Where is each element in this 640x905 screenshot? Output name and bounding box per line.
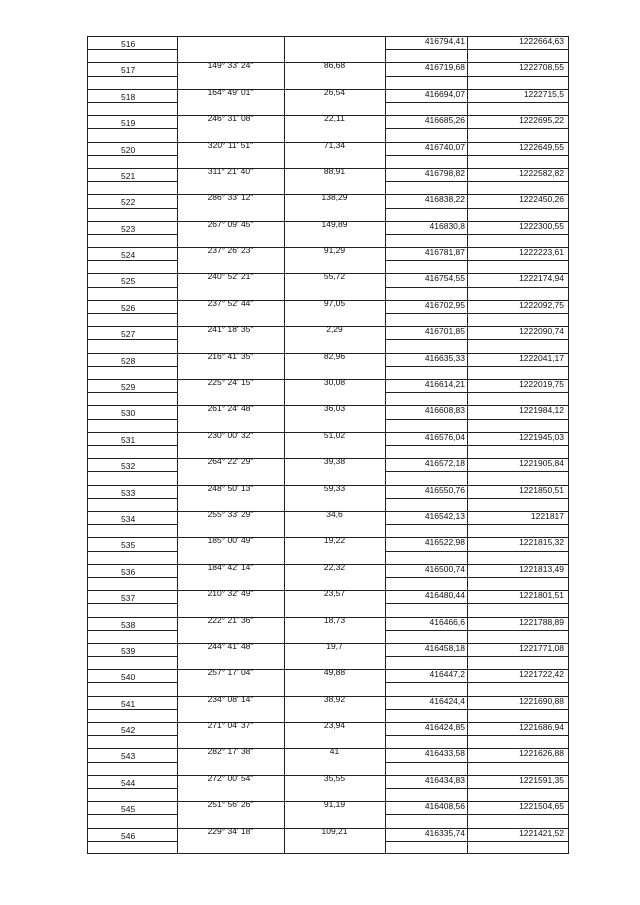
bearing-angle: 320° 11' 51" <box>207 140 254 150</box>
point-number: 538 <box>121 620 136 630</box>
coord-y: 1222019,75 <box>519 379 564 389</box>
coord-y: 1221771,08 <box>519 643 564 653</box>
coord-x: 416798,82 <box>424 168 465 178</box>
segment-length: 34,6 <box>326 509 343 519</box>
coord-y: 1221984,12 <box>519 405 564 415</box>
coord-y: 1222664,63 <box>519 36 564 46</box>
row-divider <box>87 76 177 77</box>
coord-y: 1221813,49 <box>519 564 564 574</box>
coord-x: 416335,74 <box>424 828 465 838</box>
segment-length: 39,38 <box>323 456 346 466</box>
coord-y: 1221690,88 <box>519 696 564 706</box>
row-divider <box>87 445 177 446</box>
point-number: 527 <box>121 329 136 339</box>
bearing-angle: 246° 31' 08" <box>207 113 254 123</box>
segment-length: 26,54 <box>323 87 346 97</box>
segment-length: 22,11 <box>324 113 345 123</box>
row-divider <box>385 788 569 789</box>
coord-x: 416614,21 <box>424 379 465 389</box>
row-divider <box>87 735 177 736</box>
row-divider <box>385 577 569 578</box>
segment-length: 88,91 <box>323 166 346 176</box>
row-divider <box>385 445 569 446</box>
row-divider <box>385 155 569 156</box>
coord-y: 1222174,94 <box>519 273 564 283</box>
point-number: 524 <box>121 250 136 260</box>
bearing-angle: 244° 41' 48" <box>207 641 254 651</box>
row-divider <box>385 709 569 710</box>
point-number: 545 <box>121 804 136 814</box>
bearing-angle: 149° 33' 24" <box>207 60 254 70</box>
coord-x: 416434,83 <box>424 775 465 785</box>
point-number: 543 <box>121 751 136 761</box>
row-divider <box>87 102 177 103</box>
row-divider <box>385 392 569 393</box>
row-divider <box>87 709 177 710</box>
segment-length: 138,29 <box>321 192 348 202</box>
row-divider <box>385 841 569 842</box>
coord-x: 416702,95 <box>424 300 465 310</box>
coord-x: 416424,4 <box>429 696 465 706</box>
row-divider <box>385 471 569 472</box>
row-divider <box>87 682 177 683</box>
row-divider <box>385 208 569 209</box>
row-divider <box>87 577 177 578</box>
coord-y: 1222582,82 <box>519 168 564 178</box>
row-divider <box>87 155 177 156</box>
row-divider <box>87 762 177 763</box>
coord-y: 1222223,61 <box>519 247 564 257</box>
coord-x: 416694,07 <box>424 89 465 99</box>
segment-length: 109,21 <box>321 826 348 836</box>
row-divider <box>385 313 569 314</box>
point-number: 517 <box>121 65 136 75</box>
point-number: 532 <box>121 461 136 471</box>
segment-length: 18,73 <box>323 615 346 625</box>
coord-x: 416572,18 <box>424 458 465 468</box>
row-divider <box>87 366 177 367</box>
bearing-angle: 264° 22' 29" <box>207 456 254 466</box>
row-divider <box>385 260 569 261</box>
point-number: 523 <box>121 224 136 234</box>
bearing-angle: 240° 52' 21" <box>207 271 254 281</box>
coord-x: 416480,44 <box>424 590 465 600</box>
row-divider <box>385 287 569 288</box>
bearing-angle: 229° 34' 18" <box>207 826 254 836</box>
coord-y: 1221591,35 <box>519 775 564 785</box>
point-number: 529 <box>121 382 136 392</box>
segment-length: 149,89 <box>321 219 348 229</box>
bearing-angle: 261° 24' 48" <box>207 403 254 413</box>
bearing-angle: 272° 00' 54" <box>207 773 254 783</box>
point-number: 522 <box>121 197 136 207</box>
coord-x: 416408,56 <box>424 801 465 811</box>
row-divider <box>385 128 569 129</box>
coord-y: 1221722,42 <box>519 669 564 679</box>
coord-x: 416794,41 <box>424 36 465 46</box>
segment-length: 91,29 <box>323 245 346 255</box>
coord-y: 1221815,32 <box>519 537 564 547</box>
row-divider <box>385 366 569 367</box>
row-divider <box>87 471 177 472</box>
bearing-angle: 248° 50' 13" <box>207 483 254 493</box>
row-divider <box>385 181 569 182</box>
row-divider <box>87 814 177 815</box>
row-divider <box>385 682 569 683</box>
segment-length: 23,57 <box>323 588 346 598</box>
bearing-angle: 282° 17' 38" <box>207 746 254 756</box>
bearing-angle: 237° 52' 44" <box>207 298 254 308</box>
coordinates-table <box>87 36 569 854</box>
row-divider <box>87 181 177 182</box>
point-number: 540 <box>121 672 136 682</box>
segment-length: 97,05 <box>323 298 346 308</box>
row-divider <box>385 339 569 340</box>
segment-length: 30,08 <box>323 377 346 387</box>
segment-length: 19,7 <box>326 641 343 651</box>
row-divider <box>87 788 177 789</box>
segment-length: 38,92 <box>323 694 346 704</box>
row-divider <box>385 49 569 50</box>
coord-y: 1221945,03 <box>519 432 564 442</box>
point-number: 518 <box>121 92 136 102</box>
bearing-angle: 267° 09' 45" <box>207 219 254 229</box>
coord-y: 1221626,88 <box>519 748 564 758</box>
point-number: 521 <box>121 171 136 181</box>
coord-x: 416635,33 <box>424 353 465 363</box>
row-divider <box>87 841 177 842</box>
row-divider <box>87 630 177 631</box>
bearing-angle: 311° 21' 40" <box>207 166 254 176</box>
bearing-angle: 222° 21' 36" <box>207 615 254 625</box>
bearing-angle: 210° 32' 49" <box>207 588 254 598</box>
coord-y: 1221801,51 <box>519 590 564 600</box>
segment-length: 23,94 <box>323 720 346 730</box>
row-divider <box>87 287 177 288</box>
row-divider <box>87 419 177 420</box>
coord-x: 416550,76 <box>424 485 465 495</box>
point-number: 519 <box>121 118 136 128</box>
segment-length: 86,68 <box>323 60 346 70</box>
row-divider <box>87 234 177 235</box>
row-divider <box>385 762 569 763</box>
coord-y: 1221421,52 <box>519 828 564 838</box>
point-number: 533 <box>121 488 136 498</box>
coord-x: 416740,07 <box>424 142 465 152</box>
row-divider <box>385 551 569 552</box>
bearing-angle: 164° 49' 01" <box>207 87 254 97</box>
coord-x: 416781,87 <box>424 247 465 257</box>
coord-y: 1222090,74 <box>519 326 564 336</box>
coord-x: 416701,85 <box>424 326 465 336</box>
point-number: 525 <box>121 276 136 286</box>
coord-x: 416608,83 <box>424 405 465 415</box>
bearing-angle: 184° 42' 14" <box>207 562 254 572</box>
segment-length: 55,72 <box>323 271 346 281</box>
point-number: 526 <box>121 303 136 313</box>
coord-y: 1222708,55 <box>519 62 564 72</box>
coord-y: 1221850,51 <box>519 485 564 495</box>
coord-y: 1222695,22 <box>519 115 564 125</box>
row-divider <box>87 656 177 657</box>
bearing-angle: 257° 17' 04" <box>207 667 254 677</box>
row-divider <box>385 814 569 815</box>
bearing-angle: 271° 04' 37" <box>207 720 254 730</box>
point-number: 530 <box>121 408 136 418</box>
row-divider <box>385 102 569 103</box>
segment-length: 41 <box>329 746 340 756</box>
coord-y: 1221686,94 <box>519 722 564 732</box>
coord-x: 416542,13 <box>424 511 465 521</box>
bearing-angle: 237° 26' 23" <box>207 245 254 255</box>
coord-y: 1222450,26 <box>519 194 564 204</box>
point-number: 537 <box>121 593 136 603</box>
row-divider <box>87 49 177 50</box>
coord-y: 1221817 <box>530 511 564 521</box>
coord-x: 416500,74 <box>424 564 465 574</box>
coord-y: 1222092,75 <box>519 300 564 310</box>
segment-length: 51,02 <box>323 430 346 440</box>
bearing-angle: 234° 08' 14" <box>207 694 254 704</box>
coord-x: 416830,8 <box>429 221 465 231</box>
point-number: 531 <box>121 435 136 445</box>
bearing-angle: 216° 41' 35" <box>207 351 254 361</box>
coord-x: 416447,2 <box>429 669 465 679</box>
coord-x: 416522,98 <box>424 537 465 547</box>
segment-length: 22,32 <box>323 562 346 572</box>
segment-length: 49,88 <box>323 667 346 677</box>
row-divider <box>87 260 177 261</box>
point-number: 542 <box>121 725 136 735</box>
point-number: 546 <box>121 831 136 841</box>
coord-y: 1221788,89 <box>519 617 564 627</box>
point-number: 520 <box>121 145 136 155</box>
row-divider <box>385 735 569 736</box>
row-divider <box>385 603 569 604</box>
segment-length: 36,03 <box>323 403 346 413</box>
row-divider <box>87 392 177 393</box>
bearing-angle: 251° 56' 26" <box>207 799 254 809</box>
coord-x: 416685,26 <box>424 115 465 125</box>
bearing-angle: 230° 00' 32" <box>207 430 254 440</box>
point-number: 534 <box>121 514 136 524</box>
column-divider <box>284 36 285 854</box>
row-divider <box>87 853 569 854</box>
row-divider <box>385 234 569 235</box>
point-number: 544 <box>121 778 136 788</box>
bearing-angle: 225° 24' 15" <box>207 377 254 387</box>
coord-y: 1222715,5 <box>523 89 564 99</box>
row-divider <box>385 76 569 77</box>
row-divider <box>87 313 177 314</box>
segment-length: 2,29 <box>326 324 343 334</box>
coord-y: 1221905,84 <box>519 458 564 468</box>
coord-x: 416424,85 <box>424 722 465 732</box>
row-divider <box>87 208 177 209</box>
coord-x: 416719,68 <box>424 62 465 72</box>
coord-x: 416838,22 <box>424 194 465 204</box>
coord-y: 1221504,65 <box>519 801 564 811</box>
column-divider <box>177 36 178 854</box>
point-number: 535 <box>121 540 136 550</box>
coord-x: 416576,04 <box>424 432 465 442</box>
segment-length: 59,33 <box>323 483 346 493</box>
segment-length: 91,19 <box>323 799 346 809</box>
row-divider <box>87 339 177 340</box>
row-divider <box>87 128 177 129</box>
row-divider <box>385 630 569 631</box>
bearing-angle: 185° 00' 49" <box>207 535 254 545</box>
point-number: 536 <box>121 567 136 577</box>
segment-length: 35,55 <box>323 773 346 783</box>
coord-y: 1222300,55 <box>519 221 564 231</box>
coord-x: 416754,55 <box>424 273 465 283</box>
point-number: 516 <box>121 39 136 49</box>
row-divider <box>87 498 177 499</box>
point-number: 528 <box>121 356 136 366</box>
bearing-angle: 286° 33' 12" <box>207 192 254 202</box>
segment-length: 71,34 <box>323 140 346 150</box>
coord-y: 1222041,17 <box>519 353 564 363</box>
coord-x: 416466,6 <box>429 617 465 627</box>
bearing-angle: 241° 18' 35" <box>207 324 254 334</box>
row-divider <box>87 524 177 525</box>
coord-x: 416433,58 <box>424 748 465 758</box>
coord-x: 416458,18 <box>424 643 465 653</box>
row-divider <box>385 656 569 657</box>
point-number: 539 <box>121 646 136 656</box>
row-divider <box>385 419 569 420</box>
coord-y: 1222649,55 <box>519 142 564 152</box>
segment-length: 82,96 <box>323 351 346 361</box>
point-number: 541 <box>121 699 136 709</box>
bearing-angle: 255° 33' 29" <box>207 509 254 519</box>
row-divider <box>385 524 569 525</box>
segment-length: 19,22 <box>323 535 346 545</box>
row-divider <box>385 498 569 499</box>
row-divider <box>87 603 177 604</box>
row-divider <box>87 551 177 552</box>
